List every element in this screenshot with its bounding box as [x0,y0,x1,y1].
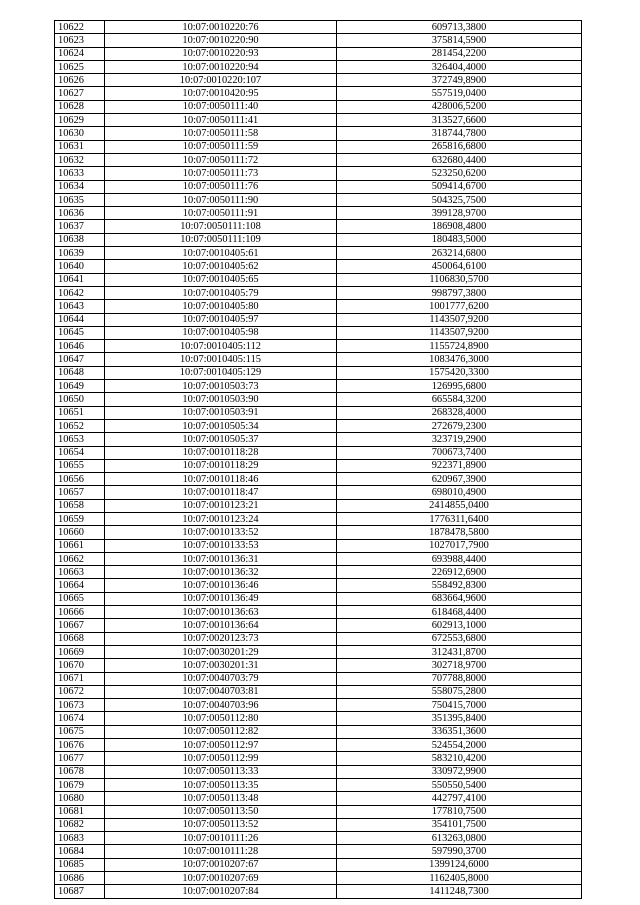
row-number-cell: 10628 [55,100,105,113]
row-number-cell: 10622 [55,21,105,34]
cadastral-number-cell: 10:07:0010405:79 [105,286,337,299]
row-number-cell: 10671 [55,672,105,685]
table-row [55,127,582,140]
row-number-cell: 10635 [55,193,105,206]
table-row [55,406,582,419]
table-row [55,300,582,313]
table-row [55,340,582,353]
table-row [55,273,582,286]
table-row [55,207,582,220]
value-cell: 524554,2000 [337,739,582,752]
table-row [55,167,582,180]
value-cell: 263214,6800 [337,247,582,260]
row-number-cell: 10676 [55,739,105,752]
table-row [55,114,582,127]
value-cell: 336351,3600 [337,725,582,738]
row-number-cell: 10623 [55,34,105,47]
cadastral-number-cell: 10:07:0010220:90 [105,34,337,47]
row-number-cell: 10650 [55,393,105,406]
value-cell: 618468,4400 [337,606,582,619]
value-cell: 1143507,9200 [337,313,582,326]
cadastral-number-cell: 10:07:0050113:48 [105,792,337,805]
table-row [55,739,582,752]
cadastral-number-cell: 10:07:0010118:47 [105,486,337,499]
row-number-cell: 10670 [55,659,105,672]
value-cell: 268328,4000 [337,406,582,419]
table-row [55,366,582,379]
table-row [55,778,582,791]
cadastral-number-cell: 10:07:0050111:41 [105,114,337,127]
cadastral-number-cell: 10:07:0010220:107 [105,74,337,87]
cadastral-number-cell: 10:07:0050113:35 [105,778,337,791]
row-number-cell: 10638 [55,233,105,246]
value-cell: 597990,3700 [337,845,582,858]
row-number-cell: 10663 [55,566,105,579]
row-number-cell: 10633 [55,167,105,180]
value-cell: 707788,8000 [337,672,582,685]
row-number-cell: 10668 [55,632,105,645]
value-cell: 1575420,3300 [337,366,582,379]
cadastral-number-cell: 10:07:0040703:96 [105,699,337,712]
value-cell: 1083476,3000 [337,353,582,366]
cadastral-number-cell: 10:07:0010136:46 [105,579,337,592]
value-cell: 318744,7800 [337,127,582,140]
value-cell: 1411248,7300 [337,885,582,898]
row-number-cell: 10678 [55,765,105,778]
row-number-cell: 10631 [55,140,105,153]
table-row [55,34,582,47]
value-cell: 428006,5200 [337,100,582,113]
row-number-cell: 10672 [55,685,105,698]
row-number-cell: 10647 [55,353,105,366]
table-row [55,419,582,432]
cadastral-number-cell: 10:07:0050113:52 [105,818,337,831]
cadastral-number-cell: 10:07:0050111:58 [105,127,337,140]
value-cell: 609713,3800 [337,21,582,34]
table-body [55,21,582,899]
cadastral-number-cell: 10:07:0010136:32 [105,566,337,579]
value-cell: 312431,8700 [337,645,582,658]
row-number-cell: 10669 [55,645,105,658]
cadastral-number-cell: 10:07:0050111:73 [105,167,337,180]
value-cell: 442797,4100 [337,792,582,805]
table-row [55,446,582,459]
table-row [55,326,582,339]
row-number-cell: 10664 [55,579,105,592]
value-cell: 186908,4800 [337,220,582,233]
cadastral-number-cell: 10:07:0050113:33 [105,765,337,778]
cadastral-number-cell: 10:07:0030201:29 [105,645,337,658]
row-number-cell: 10654 [55,446,105,459]
value-cell: 372749,8900 [337,74,582,87]
value-cell: 354101,7500 [337,818,582,831]
value-cell: 509414,6700 [337,180,582,193]
row-number-cell: 10680 [55,792,105,805]
cadastral-number-cell: 10:07:0050111:40 [105,100,337,113]
table-row [55,247,582,260]
cadastral-number-cell: 10:07:0010405:115 [105,353,337,366]
row-number-cell: 10684 [55,845,105,858]
value-cell: 302718,9700 [337,659,582,672]
row-number-cell: 10634 [55,180,105,193]
cadastral-number-cell: 10:07:0010405:112 [105,340,337,353]
value-cell: 665584,3200 [337,393,582,406]
row-number-cell: 10674 [55,712,105,725]
value-cell: 613263,0800 [337,832,582,845]
cadastral-number-cell: 10:07:0030201:31 [105,659,337,672]
row-number-cell: 10682 [55,818,105,831]
cadastral-number-cell: 10:07:0010118:28 [105,446,337,459]
row-number-cell: 10636 [55,207,105,220]
table-row [55,832,582,845]
cadastral-number-cell: 10:07:0010207:67 [105,858,337,871]
table-row [55,579,582,592]
table-row [55,313,582,326]
table-row [55,872,582,885]
table-row [55,433,582,446]
value-cell: 313527,6600 [337,114,582,127]
cadastral-number-cell: 10:07:0010503:90 [105,393,337,406]
value-cell: 700673,7400 [337,446,582,459]
cadastral-number-cell: 10:07:0010118:29 [105,459,337,472]
row-number-cell: 10625 [55,60,105,73]
value-cell: 672553,6800 [337,632,582,645]
table-row [55,459,582,472]
cadastral-number-cell: 10:07:0010220:93 [105,47,337,60]
row-number-cell: 10642 [55,286,105,299]
cadastral-number-cell: 10:07:0010207:69 [105,872,337,885]
row-number-cell: 10665 [55,592,105,605]
cadastral-number-cell: 10:07:0010405:62 [105,260,337,273]
table-row [55,74,582,87]
cadastral-number-cell: 10:07:0050113:50 [105,805,337,818]
value-cell: 1106830,5700 [337,273,582,286]
row-number-cell: 10637 [55,220,105,233]
cadastral-number-cell: 10:07:0020123:73 [105,632,337,645]
cadastral-number-cell: 10:07:0010136:31 [105,552,337,565]
value-cell: 558492,8300 [337,579,582,592]
row-number-cell: 10640 [55,260,105,273]
cadastral-number-cell: 10:07:0050111:91 [105,207,337,220]
row-number-cell: 10651 [55,406,105,419]
value-cell: 620967,3900 [337,473,582,486]
table-row [55,552,582,565]
row-number-cell: 10687 [55,885,105,898]
cadastral-number-cell: 10:07:0010503:91 [105,406,337,419]
table-row [55,473,582,486]
row-number-cell: 10626 [55,74,105,87]
table-row [55,752,582,765]
row-number-cell: 10652 [55,419,105,432]
row-number-cell: 10683 [55,832,105,845]
table-row [55,193,582,206]
value-cell: 2414855,0400 [337,499,582,512]
value-cell: 272679,2300 [337,419,582,432]
cadastral-number-cell: 10:07:0010503:73 [105,380,337,393]
cadastral-number-cell: 10:07:0050111:76 [105,180,337,193]
row-number-cell: 10643 [55,300,105,313]
row-number-cell: 10658 [55,499,105,512]
table-row [55,286,582,299]
table-row [55,153,582,166]
row-number-cell: 10655 [55,459,105,472]
cadastral-number-cell: 10:07:0050111:59 [105,140,337,153]
value-cell: 177810,7500 [337,805,582,818]
cadastral-number-cell: 10:07:0010405:97 [105,313,337,326]
row-number-cell: 10648 [55,366,105,379]
table-row [55,685,582,698]
row-number-cell: 10679 [55,778,105,791]
cadastral-number-cell: 10:07:0010111:26 [105,832,337,845]
row-number-cell: 10673 [55,699,105,712]
table-row [55,818,582,831]
table-row [55,805,582,818]
value-cell: 1155724,8900 [337,340,582,353]
cadastral-number-cell: 10:07:0010111:28 [105,845,337,858]
cadastral-number-cell: 10:07:0010220:76 [105,21,337,34]
table-row [55,353,582,366]
value-cell: 351395,8400 [337,712,582,725]
table-row [55,539,582,552]
value-cell: 1143507,9200 [337,326,582,339]
row-number-cell: 10644 [55,313,105,326]
cadastral-number-cell: 10:07:0010420:95 [105,87,337,100]
table-row [55,699,582,712]
value-cell: 399128,9700 [337,207,582,220]
cadastral-number-cell: 10:07:0050111:90 [105,193,337,206]
table-row [55,180,582,193]
row-number-cell: 10662 [55,552,105,565]
row-number-cell: 10629 [55,114,105,127]
cadastral-number-cell: 10:07:0050112:80 [105,712,337,725]
row-number-cell: 10646 [55,340,105,353]
value-cell: 504325,7500 [337,193,582,206]
value-cell: 558075,2800 [337,685,582,698]
table-row [55,260,582,273]
cadastral-number-cell: 10:07:0040703:79 [105,672,337,685]
value-cell: 683664,9600 [337,592,582,605]
cadastral-number-cell: 10:07:0040703:81 [105,685,337,698]
value-cell: 922371,8900 [337,459,582,472]
table-row [55,47,582,60]
row-number-cell: 10624 [55,47,105,60]
row-number-cell: 10645 [55,326,105,339]
table-row [55,792,582,805]
value-cell: 226912,6900 [337,566,582,579]
row-number-cell: 10630 [55,127,105,140]
cadastral-number-cell: 10:07:0010136:64 [105,619,337,632]
cadastral-number-cell: 10:07:0050111:72 [105,153,337,166]
value-cell: 583210,4200 [337,752,582,765]
cadastral-number-cell: 10:07:0010133:52 [105,526,337,539]
table-row [55,21,582,34]
value-cell: 1399124,6000 [337,858,582,871]
value-cell: 265816,6800 [337,140,582,153]
row-number-cell: 10661 [55,539,105,552]
value-cell: 1162405,8000 [337,872,582,885]
value-cell: 602913,1000 [337,619,582,632]
table-row [55,645,582,658]
table-row [55,486,582,499]
value-cell: 557519,0400 [337,87,582,100]
row-number-cell: 10675 [55,725,105,738]
row-number-cell: 10677 [55,752,105,765]
value-cell: 523250,6200 [337,167,582,180]
cadastral-number-cell: 10:07:0010405:98 [105,326,337,339]
cadastral-number-cell: 10:07:0010133:53 [105,539,337,552]
value-cell: 323719,2900 [337,433,582,446]
cadastral-number-cell: 10:07:0010136:49 [105,592,337,605]
value-cell: 698010,4900 [337,486,582,499]
row-number-cell: 10685 [55,858,105,871]
row-number-cell: 10686 [55,872,105,885]
cadastral-number-cell: 10:07:0050111:109 [105,233,337,246]
table-row [55,619,582,632]
row-number-cell: 10656 [55,473,105,486]
table-row [55,393,582,406]
value-cell: 1027017,7900 [337,539,582,552]
table-row [55,526,582,539]
value-cell: 450064,6100 [337,260,582,273]
table-row [55,606,582,619]
table-row [55,380,582,393]
row-number-cell: 10649 [55,380,105,393]
value-cell: 126995,6800 [337,380,582,393]
row-number-cell: 10667 [55,619,105,632]
value-cell: 1776311,6400 [337,512,582,525]
row-number-cell: 10666 [55,606,105,619]
cadastral-number-cell: 10:07:0050111:108 [105,220,337,233]
table-row [55,858,582,871]
row-number-cell: 10627 [55,87,105,100]
cadastral-number-cell: 10:07:0010123:24 [105,512,337,525]
row-number-cell: 10657 [55,486,105,499]
value-cell: 693988,4400 [337,552,582,565]
table-row [55,140,582,153]
cadastral-number-cell: 10:07:0010118:46 [105,473,337,486]
table-row [55,712,582,725]
value-cell: 632680,4400 [337,153,582,166]
cadastral-number-cell: 10:07:0050112:99 [105,752,337,765]
table-row [55,885,582,898]
cadastral-number-cell: 10:07:0010123:21 [105,499,337,512]
row-number-cell: 10632 [55,153,105,166]
table-row [55,60,582,73]
table-row [55,632,582,645]
table-row [55,725,582,738]
value-cell: 326404,4000 [337,60,582,73]
row-number-cell: 10660 [55,526,105,539]
data-table [54,20,582,899]
row-number-cell: 10659 [55,512,105,525]
cadastral-number-cell: 10:07:0010220:94 [105,60,337,73]
value-cell: 1878478,5800 [337,526,582,539]
value-cell: 375814,5900 [337,34,582,47]
table-row [55,566,582,579]
value-cell: 281454,2200 [337,47,582,60]
table-row [55,845,582,858]
table-row [55,512,582,525]
table-row [55,87,582,100]
table-row [55,499,582,512]
table-row [55,233,582,246]
table-row [55,220,582,233]
cadastral-number-cell: 10:07:0010505:34 [105,419,337,432]
table-row [55,592,582,605]
cadastral-number-cell: 10:07:0010207:84 [105,885,337,898]
value-cell: 330972,9900 [337,765,582,778]
table-row [55,765,582,778]
table-row [55,100,582,113]
cadastral-number-cell: 10:07:0050112:82 [105,725,337,738]
value-cell: 1001777,6200 [337,300,582,313]
row-number-cell: 10639 [55,247,105,260]
cadastral-number-cell: 10:07:0010405:80 [105,300,337,313]
cadastral-number-cell: 10:07:0010405:61 [105,247,337,260]
value-cell: 550550,5400 [337,778,582,791]
row-number-cell: 10641 [55,273,105,286]
table-row [55,672,582,685]
value-cell: 750415,7000 [337,699,582,712]
value-cell: 998797,3800 [337,286,582,299]
cadastral-number-cell: 10:07:0010136:63 [105,606,337,619]
row-number-cell: 10653 [55,433,105,446]
cadastral-number-cell: 10:07:0010405:129 [105,366,337,379]
value-cell: 180483,5000 [337,233,582,246]
cadastral-number-cell: 10:07:0010505:37 [105,433,337,446]
table-row [55,659,582,672]
cadastral-number-cell: 10:07:0010405:65 [105,273,337,286]
row-number-cell: 10681 [55,805,105,818]
cadastral-number-cell: 10:07:0050112:97 [105,739,337,752]
